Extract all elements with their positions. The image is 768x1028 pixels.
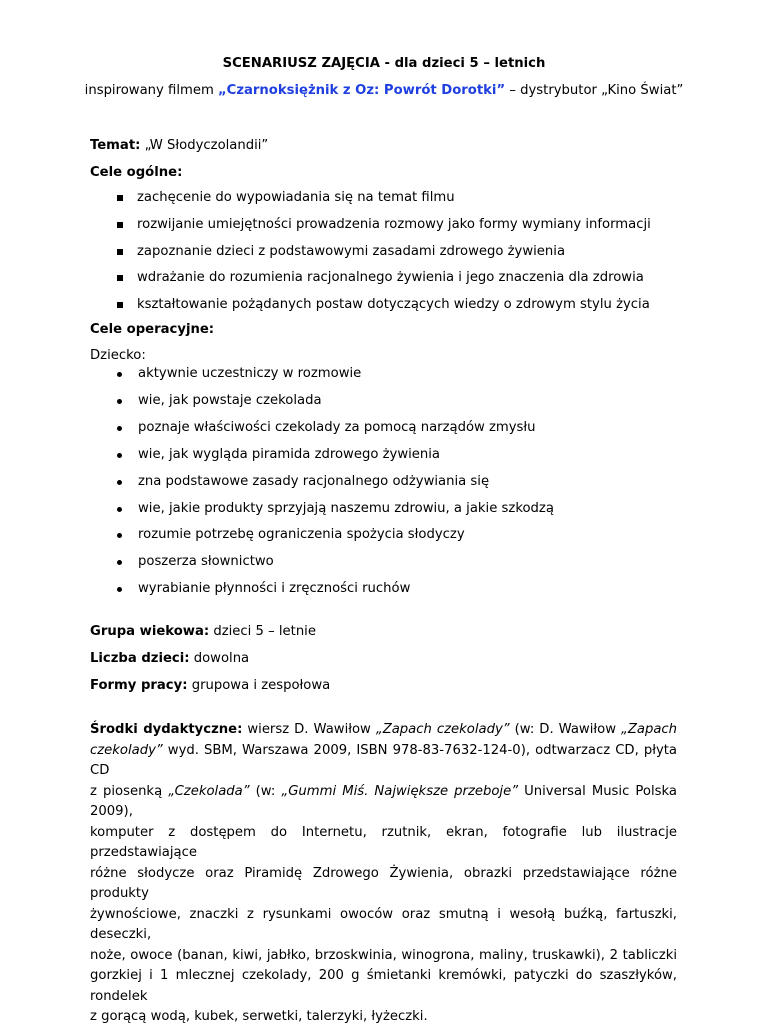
materials-line: czekolady” wyd. SBM, Warszawa 2009, ISBN 978-83-7632-124-0), odtwarzacz CD, płyta CD xyxy=(90,742,677,778)
work-forms-line xyxy=(90,678,330,695)
work-forms-label: Formy pracy: xyxy=(90,678,188,693)
children-count-label: Liczba dzieci: xyxy=(90,651,190,666)
subtitle-suffix: – dystrybutor „Kino Świat” xyxy=(505,83,684,98)
square-bullet-icon xyxy=(117,195,123,201)
round-bullet-icon xyxy=(117,372,122,377)
materials-line: gorzkiej i 1 mlecznej czekolady, 200 g śmietanki kremówki, patyczki do szaszłyków, rondelek xyxy=(90,968,677,1004)
materials-line: z piosenką „Czekolada” (w: „Gummi Miś. Największe przeboje” Universal Music Polska 2009), xyxy=(90,783,677,819)
square-bullet-icon xyxy=(117,302,123,308)
round-bullet-icon xyxy=(117,426,122,431)
materials-line: żywnościowe, znaczki z rysunkami owoców oraz smutną i wesołą buźką, fartuszki, deseczki, xyxy=(90,906,677,942)
round-bullet-icon xyxy=(117,507,122,512)
square-bullet-icon xyxy=(117,275,123,281)
general-goals-heading: Cele ogólne: xyxy=(90,165,183,180)
children-count-value: dowolna xyxy=(189,651,250,666)
children-count-line xyxy=(90,651,249,668)
square-bullet-icon xyxy=(117,222,123,228)
materials-line: komputer z dostępem do Internetu, rzutnik, ekran, fotografie lub ilustracje przedstawiające xyxy=(90,824,677,860)
topic-value: „W Słodyczolandii” xyxy=(140,138,269,153)
work-forms-value: grupowa i zespołowa xyxy=(187,678,331,693)
round-bullet-icon xyxy=(117,480,122,485)
materials-line: różne słodycze oraz Piramidę Zdrowego Żywienia, obrazki przedstawiające różne produkty xyxy=(90,865,677,901)
materials-line: z gorącą wodą, kubek, serwetki, talerzyki, łyżeczki. xyxy=(90,1009,428,1024)
materials-label: Środki dydaktyczne: xyxy=(90,722,243,737)
film-title: „Czarnoksiężnik z Oz: Powrót Dorotki” xyxy=(218,83,506,98)
materials-line: noże, owoce (banan, kiwi, jabłko, brzoskwinia, winogrona, maliny, truskawki), 2 tabliczki xyxy=(90,947,677,963)
subtitle-prefix: inspirowany filmem xyxy=(84,83,218,98)
document-title: SCENARIUSZ ZAJĘCIA - dla dzieci 5 – letnich xyxy=(222,56,546,71)
document-page: SCENARIUSZ ZAJĘCIA - dla dzieci 5 – letnich inspirowany filmem „Czarnoksiężnik z Oz: Powrót Dorotki” – dystrybutor „Kino Świat” Temat: „W Słodyczolandii” Cele ogólne: zachęcenie do wypowiadania się na temat filmu rozwijanie umiejętności prowadzenia rozmowy jako formy wymiany informacji zapoznanie dzieci z podstawowymi zasadami zdrowego żywienia wdrażanie do rozumienia racjonalnego żywienia i jego znaczenia dla zdrowia kształtowanie pożądanych postaw dotyczących wiedzy o zdrowym stylu życia Cele operacyjne: Dziecko: aktywnie uczestniczy w rozmowie wie, jak powstaje czekolada poznaje właściwości czekolady za pomocą narządów zmysłu wie, jak wygląda piramida zdrowego żywienia zna podstawowe zasady racjonalnego odżywiania się wie, jakie produkty sprzyjają naszemu zdrowiu, a jakie szkodzą rozumie potrzebę ograniczenia spożycia słodyczy poszerza słownictwo wyrabianie płynności i zręczności ruchów Grupa wiekowa: dzieci 5 – letnie Liczba dzieci: dowolna Formy pracy: grupowa i zespołowa Środki dydaktyczne: wiersz D. Wawiłow „Zapach czekolady” (w: D. Wawiłow „Zapach czekolady” wyd. SBM, Warszawa 2009, ISBN 978-83-7632-124-0), odtwarzacz CD, płyta CD z piosenką „Czekolada” (w: „Gummi Miś. Największe przeboje” Universal Music Polska 2009), komputer z dostępem do Internetu, rzutnik, ekran, fotografie lub ilustracje przedstawiające różne słodycze oraz Piramidę Zdrowego Żywienia, obrazki przedstawiające różne produkty żywnościowe, znaczki z rysunkami owoców oraz smutną i wesołą buźką, fartuszki, deseczki, noże, owoce (banan, kiwi, jabłko, brzoskwinia, winogrona, maliny, truskawki), 2 tabliczki gorzkiej i 1 mlecznej czekolady, 200 g śmietanki kremówki, patyczki do szaszłyków, rondelek z gorącą wodą, kubek, serwetki, talerzyki, łyżeczki. xyxy=(0,0,768,994)
topic-line xyxy=(90,138,268,155)
round-bullet-icon xyxy=(117,533,122,538)
round-bullet-icon xyxy=(117,399,122,404)
operational-goals-heading: Cele operacyjne: xyxy=(90,322,215,337)
round-bullet-icon xyxy=(117,560,122,565)
age-group-line xyxy=(90,624,316,641)
square-bullet-icon xyxy=(117,249,123,255)
materials-paragraph xyxy=(90,720,677,1028)
materials-line: Środki dydaktyczne: wiersz D. Wawiłow „Zapach czekolady” (w: D. Wawiłow „Zapach xyxy=(90,722,678,737)
age-group-value: dzieci 5 – letnie xyxy=(209,624,316,639)
round-bullet-icon xyxy=(117,453,122,458)
topic-label: Temat: xyxy=(90,138,141,153)
document-subtitle xyxy=(0,83,768,100)
operational-goals-intro: Dziecko: xyxy=(90,348,146,363)
round-bullet-icon xyxy=(117,587,122,592)
age-group-label: Grupa wiekowa: xyxy=(90,624,210,639)
